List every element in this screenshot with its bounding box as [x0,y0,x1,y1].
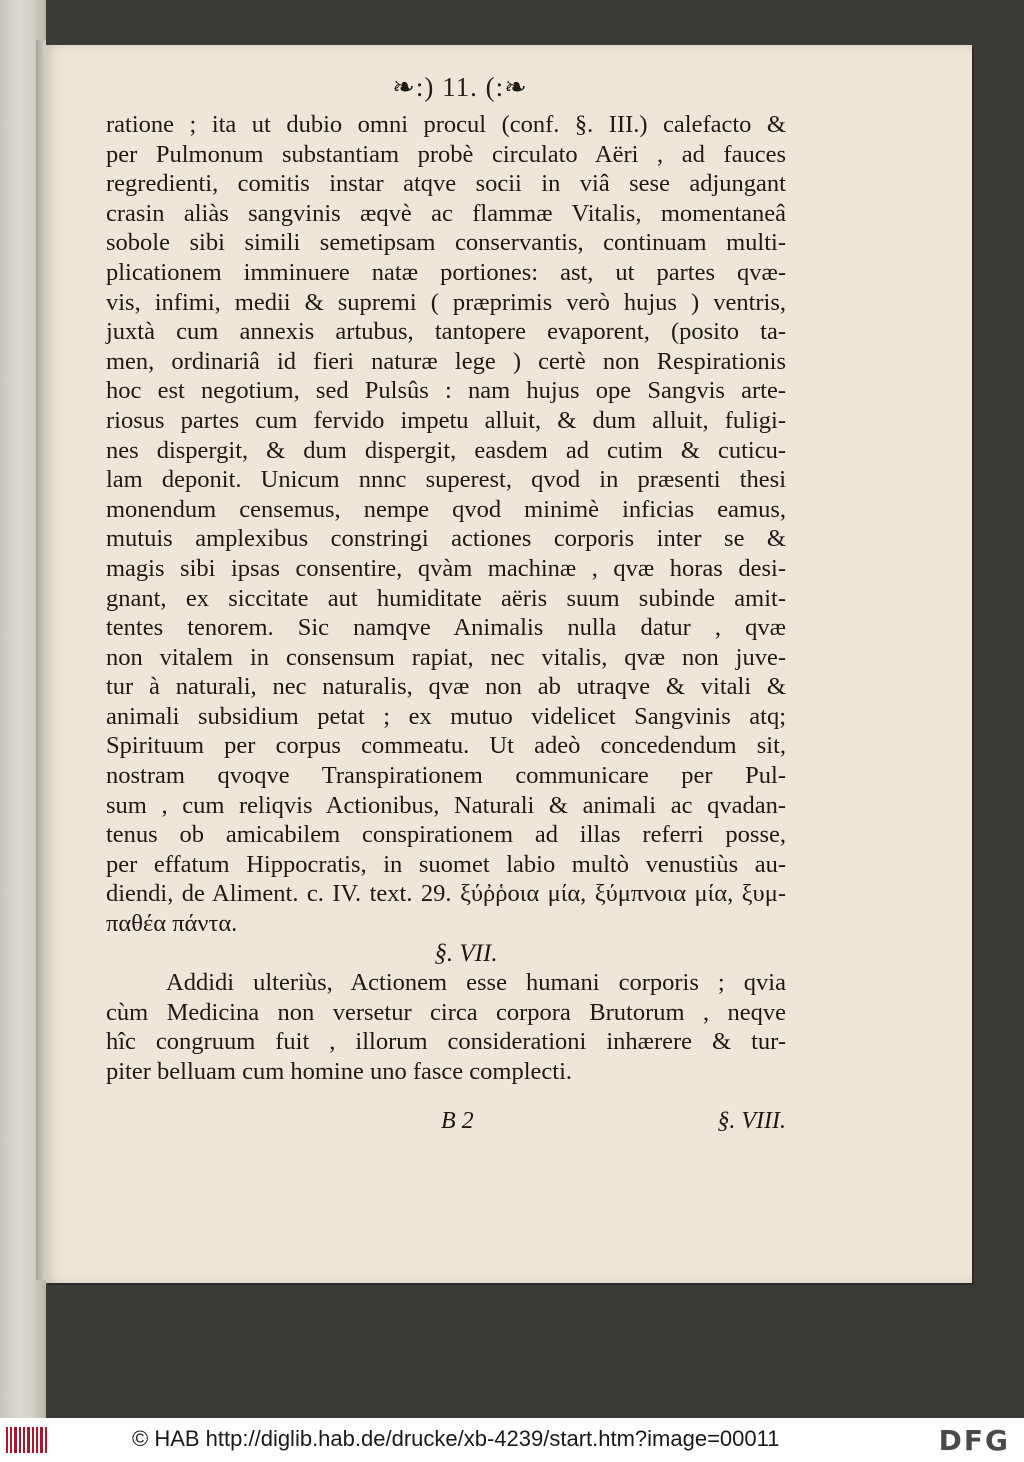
text-line: nes dispergit, & dum dispergit, easdem ad cutim & cuticu- [106,436,786,464]
text-line: non vitalem in consensum rapiat, nec vitalis, qvæ non juve- [106,643,786,671]
text-line: παθέα πάντα. [106,910,238,938]
text-line: magis sibi ipsas consentire, qvàm machinæ , qvæ horas desi- [106,554,786,582]
text-line: piter belluam cum homine uno fasce complecti. [106,1058,573,1085]
text-line: per Pulmonum substantiam probè circulato Aëri , ad fauces [106,140,786,168]
text-line: sobole sibi simili semetipsam conservantis, continuam multi- [106,229,786,257]
text-line: hoc est negotium, sed Pulsûs : nam hujus ope Sangvis arte- [106,377,786,405]
copyright-link[interactable]: © HAB http://diglib.hab.de/drucke/xb-4239/start.htm?image=00011 [132,1426,780,1451]
text-line: men, ordinariâ id fieri naturæ lege ) certè non Respirationis [106,347,786,375]
page-footer [106,1108,786,1138]
text-line: mutuis amplexibus constringi actiones corporis inter se & [106,525,786,553]
text-line: sum , cum reliqvis Actionibus, Naturali & animali ac qvadan- [106,791,786,819]
dfg-logo: DFG [938,1424,1010,1457]
text-line: tenus ob amicabilem conspirationem ad illas referri posse, [106,821,786,849]
text-line: juxtà cum annexis artubus, tantopere evaporent, (posito ta- [106,318,786,346]
text-line: Addidi ulteriùs, Actionem esse humani corporis ; qvia [166,969,786,997]
text-line: Spirituum per corpus commeatu. Ut adeò concedendum sit, [106,732,786,760]
text-line: nostram qvoqve Transpirationem communicare per Pul- [106,762,786,790]
running-head: ❧:) 11. (:❧ [392,72,528,102]
text-line: regredienti, comitis instar atqve socii in viâ sese adjungant [106,170,786,198]
section-heading: §. VII. [434,939,498,967]
text-line: crasin aliàs sangvinis æqvè ac flammæ Vitalis, momentaneâ [106,199,786,227]
page-text-block [106,110,786,1087]
text-line: animali subsidium petat ; ex mutuo videlicet Sangvinis atq; [106,702,786,730]
text-line: plicationem imminuere natæ portiones: ast, ut partes qvæ- [106,258,786,286]
text-line: tentes tenorem. Sic namqve Animalis nulla datur , qvæ [106,614,786,642]
text-line: tur à naturali, nec naturalis, qvæ non ab utraqve & vitali & [106,673,786,701]
text-line: diendi, de Aliment. c. IV. text. 29. ξύῤῥοια μία, ξύμπνοια μία, ξυμ- [106,880,786,908]
text-line: per effatum Hippocratis, in suomet labio multò venustiùs au- [106,850,786,878]
text-line: lam deponit. Unicum nnnc superest, qvod in præsenti thesi [106,466,786,494]
text-line: cùm Medicina non versetur circa corpora Brutorum , neqve [106,998,786,1026]
text-line: vis, infimi, medii & supremi ( præprimis verò hujus ) ventris, [106,288,786,316]
text-line: monendum censemus, nempe qvod minimè inficias eamus, [106,495,786,523]
text-line: gnant, ex siccitate aut humiditate aëris suum subinde amit- [106,584,786,612]
catchword: §. VIII. [717,1108,786,1134]
viewer-footer-bar [0,1418,1024,1462]
text-line: riosus partes cum fervido impetu alluit, & dum alluit, fuligi- [106,406,786,434]
barcode-icon [6,1427,48,1453]
text-line: ratione ; ita ut dubio omni procul (conf. §. III.) calefacto & [106,111,786,138]
signature-mark: B 2 [441,1108,474,1134]
spine-edge [36,40,46,1280]
text-line: hîc congruum fuit , illorum considerationi inhærere & tur- [106,1028,786,1056]
